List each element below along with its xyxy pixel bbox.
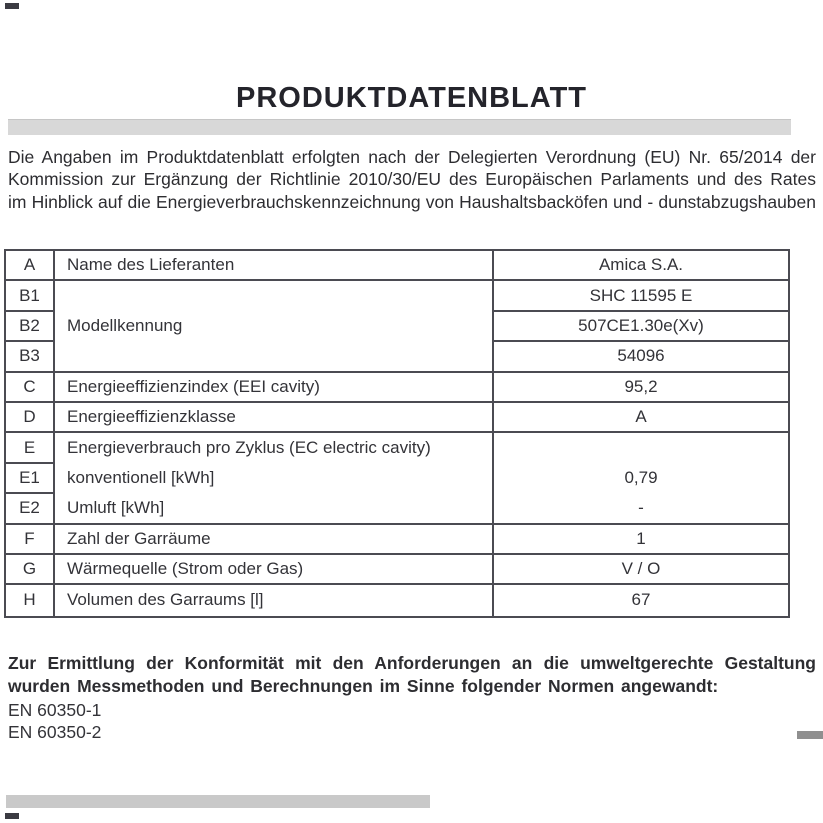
intro-paragraph	[8, 146, 816, 213]
cell-value-b2: 507CE1.30e(Xv)	[494, 312, 788, 342]
cell-code-b3: B3	[6, 342, 55, 372]
cell-code-e1: E1	[6, 464, 55, 494]
intro-line-2: Kommission zur Ergänzung der Richtlinie 2010/30/EU des Europäischen Parlaments und des Rates	[8, 169, 816, 190]
cell-value-h: 67	[631, 590, 651, 610]
value-e-line-1	[494, 433, 788, 463]
norm-en-60350-1: EN 60350-1	[8, 700, 102, 720]
cell-code-b2: B2	[6, 312, 55, 342]
value-e-line-2: 0,79	[624, 467, 658, 487]
cell-value-g: V / O	[494, 555, 788, 585]
label-e-line-2: konventionell [kWh]	[67, 467, 215, 487]
scan-mark-right	[797, 731, 823, 739]
conformity-paragraph	[8, 652, 816, 698]
page-title: PRODUKTDATENBLATT	[236, 82, 587, 114]
cell-code-f: F	[6, 525, 55, 555]
cell-label-e	[55, 433, 494, 524]
cell-label-g: Wärmequelle (Strom oder Gas)	[55, 555, 494, 585]
cell-code-e: E	[6, 433, 55, 463]
label-e-line-3: Umluft [kWh]	[67, 497, 165, 517]
scan-mark-top-left	[5, 3, 19, 9]
intro-line-3: im Hinblick auf die Energieverbrauchskennzeichnung von Haushaltsbacköfen und - dunstabzugshauben	[8, 191, 816, 212]
cell-label-a: Name des Lieferanten	[55, 251, 494, 281]
cell-code-a: A	[6, 251, 55, 281]
intro-line-1: Die Angaben im Produktdatenblatt erfolgten nach der Delegierten Verordnung (EU) Nr. 65/2014 der	[8, 147, 816, 167]
cell-code-g: G	[6, 555, 55, 585]
title-underline-bar	[8, 119, 791, 135]
cell-value-a: Amica S.A.	[494, 251, 788, 281]
cell-value-b1: SHC 11595 E	[494, 281, 788, 311]
norm-en-60350-2: EN 60350-2	[8, 722, 102, 742]
conformity-line-2: wurden Messmethoden und Berechnungen im Sinne folgender Normen angewandt:	[8, 676, 719, 696]
cell-code-c: C	[6, 373, 55, 403]
cell-label-h: Volumen des Garraums [l]	[55, 585, 494, 615]
cell-label-c: Energieeffizienzindex (EEI cavity)	[55, 373, 494, 403]
cell-code-b1: B1	[6, 281, 55, 311]
cell-value-e	[494, 433, 788, 524]
cell-value-f: 1	[494, 525, 788, 555]
conformity-line-1: Zur Ermittlung der Konformität mit den Anforderungen an die umweltgerechte Gestaltung	[8, 653, 816, 673]
cell-label-b: Modellkennung	[55, 281, 494, 372]
scan-mark-bottom-left	[5, 813, 19, 819]
cell-label-f: Zahl der Garräume	[55, 525, 494, 555]
label-e-line-1: Energieverbrauch pro Zyklus (EC electric cavity)	[67, 438, 431, 458]
product-data-table	[4, 249, 790, 618]
cell-code-e2: E2	[6, 494, 55, 524]
bottom-gray-bar	[6, 795, 430, 808]
cell-value-b3: 54096	[494, 342, 788, 372]
cell-code-d: D	[6, 403, 55, 433]
cell-value-d: A	[494, 403, 788, 433]
value-e-line-3: -	[638, 497, 644, 517]
cell-value-c: 95,2	[494, 373, 788, 403]
cell-code-h: H	[6, 585, 55, 615]
cell-label-d: Energieeffizienzklasse	[55, 403, 494, 433]
